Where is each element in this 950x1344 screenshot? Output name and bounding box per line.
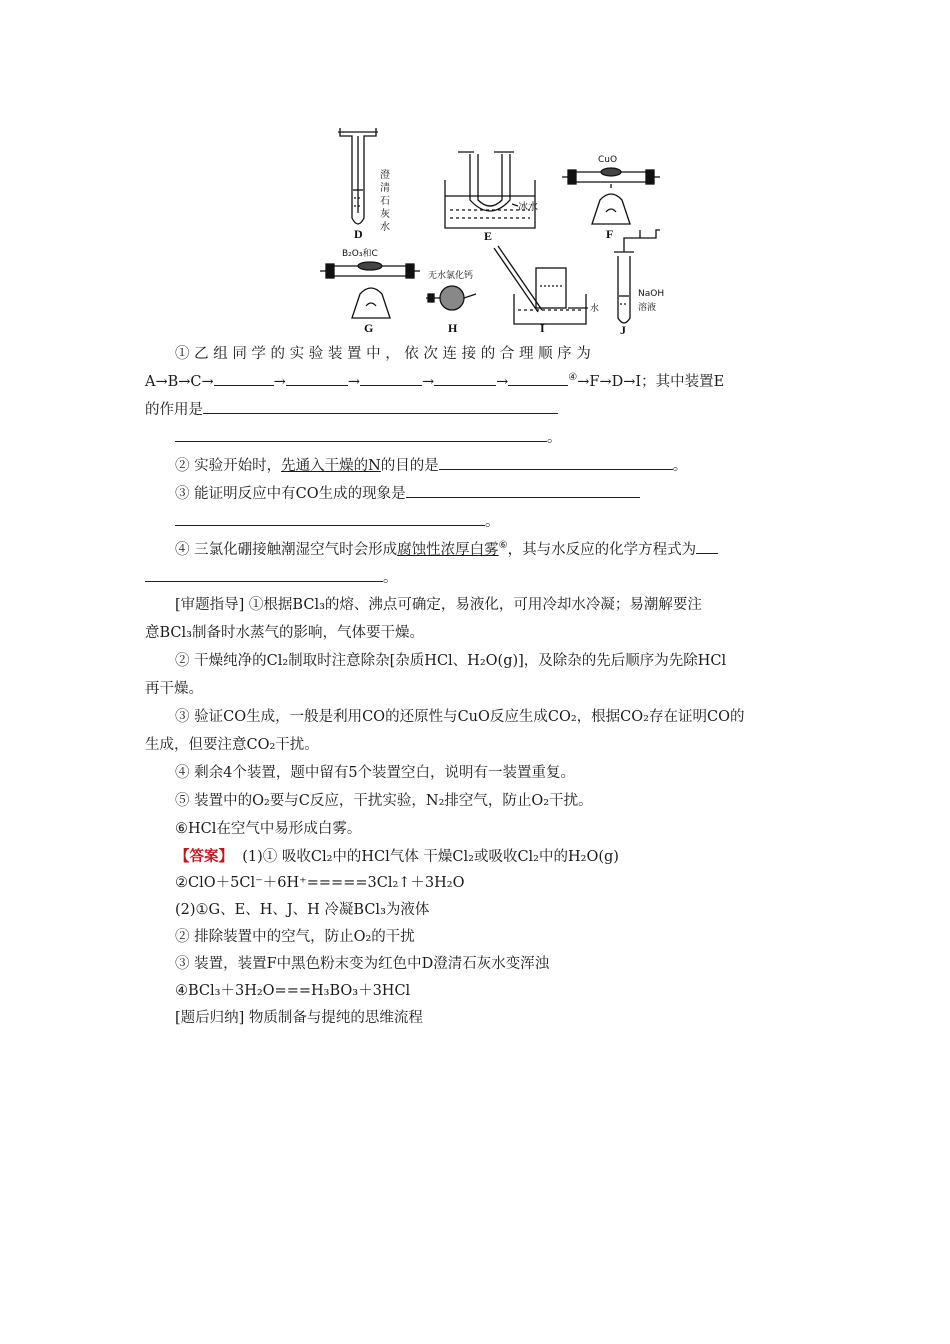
answer-line-4: ② 排除装置中的空气，防止O₂的干扰 bbox=[175, 929, 415, 945]
i-text: 水 bbox=[590, 304, 600, 314]
footnote-mark-4: ④ bbox=[568, 372, 578, 384]
blank-e-purpose-2[interactable] bbox=[175, 426, 547, 442]
answer-line-2: ②ClO＋5Cl⁻＋6H⁺=====3Cl₂↑＋3H₂O bbox=[175, 875, 465, 891]
label-d: D bbox=[354, 227, 363, 241]
guide-line-2: 意BCl₃制备时水蒸气的影响，气体要干燥。 bbox=[145, 625, 424, 641]
q1-sequence-start: A→B→C→ bbox=[145, 374, 214, 390]
q2-pre: ② 实验开始时， bbox=[175, 458, 282, 474]
blank-5[interactable] bbox=[508, 370, 568, 386]
h-text: 无水氯化钙 bbox=[428, 271, 474, 281]
arrow-4: → bbox=[496, 374, 509, 390]
arrow-2: → bbox=[347, 374, 360, 390]
blank-3[interactable] bbox=[360, 370, 422, 386]
apparatus-i bbox=[494, 246, 588, 324]
label-h: H bbox=[448, 321, 458, 335]
blank-q4-1[interactable] bbox=[696, 538, 718, 554]
blank-2[interactable] bbox=[286, 370, 348, 386]
apparatus-e bbox=[445, 152, 535, 228]
q1-line-2 bbox=[145, 370, 724, 393]
blank-1[interactable] bbox=[214, 370, 274, 386]
q1-line-1: ① 乙 组 同 学 的 实 验 装 置 中 ， 依 次 连 接 的 合 理 顺 序 为 bbox=[175, 346, 591, 362]
blank-q3-2[interactable] bbox=[175, 510, 485, 526]
g-top-text: B₂O₃和C bbox=[342, 249, 378, 259]
q3-pre: ③ 能证明反应中有CO生成的现象是 bbox=[175, 486, 406, 502]
q4-line-2: 。 bbox=[145, 566, 398, 589]
apparatus-g bbox=[320, 262, 420, 318]
q4-line-1 bbox=[175, 538, 718, 561]
blank-4[interactable] bbox=[434, 370, 496, 386]
j-text-1: NaOH bbox=[638, 289, 665, 299]
label-j: J bbox=[620, 323, 626, 337]
d-text-4: 灰 bbox=[380, 209, 390, 220]
q2-line: ② 实验开始时，先通入干燥的N的目的是 。 bbox=[175, 454, 687, 477]
answer-line-1 bbox=[175, 846, 619, 868]
guide-line-3: ② 干燥纯净的Cl₂制取时注意除杂[杂质HCl、H₂O(g)]，及除杂的先后顺序为先除HCl bbox=[175, 653, 727, 669]
answer-line-6: ④BCl₃＋3H₂O===H₃BO₃＋3HCl bbox=[175, 983, 411, 999]
blank-q3-1[interactable] bbox=[406, 482, 640, 498]
blank-q2[interactable] bbox=[439, 454, 673, 470]
answer-1: (1)① 吸收Cl₂中的HCl气体 干燥Cl₂或吸收Cl₂中的H₂O(g) bbox=[242, 849, 619, 865]
f-top-text: CuO bbox=[598, 155, 618, 165]
answer-line-3: (2)①G、E、H、J、H 冷凝BCl₃为液体 bbox=[175, 902, 430, 918]
footnote-mark-6: ⑥ bbox=[498, 540, 508, 552]
q1-line-3 bbox=[145, 398, 558, 421]
q4-pre: ④ 三氯化硼接触潮湿空气时会形成 bbox=[175, 542, 398, 558]
blank-q4-2[interactable] bbox=[145, 566, 383, 582]
answer-tag: 【答案】 bbox=[175, 848, 233, 865]
apparatus-d bbox=[338, 128, 378, 224]
q3-line-1 bbox=[175, 482, 640, 505]
arrow-1: → bbox=[273, 374, 286, 390]
q2-post: 的目的是 bbox=[380, 458, 439, 474]
guide-line-4: 再干燥。 bbox=[145, 681, 203, 697]
label-f: F bbox=[606, 227, 614, 241]
guide-line-9: ⑥HCl在空气中易形成白雾。 bbox=[175, 821, 362, 837]
j-text-2: 溶液 bbox=[638, 303, 657, 313]
q1-sequence-end: →F→D→I；其中装置E bbox=[577, 374, 725, 390]
d-text-5: 水 bbox=[380, 222, 390, 233]
blank-e-purpose-1[interactable] bbox=[203, 398, 558, 414]
q3-line-2: 。 bbox=[175, 510, 500, 533]
d-text-1: 澄 bbox=[380, 170, 390, 181]
apparatus-f bbox=[562, 168, 660, 224]
q2-underlined: 先通入干燥的N bbox=[281, 458, 381, 474]
q1-line-4: 。 bbox=[175, 426, 562, 449]
q1-purpose-label: 的作用是 bbox=[145, 402, 203, 418]
answer-line-5: ③ 装置，装置F中黑色粉末变为红色中D澄清石灰水变浑浊 bbox=[175, 956, 550, 972]
guide-line-1: [审题指导] ①根据BCl₃的熔、沸点可确定，易液化，可用冷却水冷凝；易潮解要注 bbox=[175, 597, 702, 613]
label-e: E bbox=[484, 229, 493, 243]
guide-line-8: ⑤ 装置中的O₂要与C反应，干扰实验，N₂排空气，防止O₂干扰。 bbox=[175, 793, 593, 809]
label-i: I bbox=[540, 321, 545, 335]
apparatus-figure bbox=[300, 118, 700, 346]
apparatus-h bbox=[426, 286, 476, 310]
guide-line-7: ④ 剩余4个装置，题中留有5个装置空白，说明有一装置重复。 bbox=[175, 765, 576, 781]
q4-underlined: 腐蚀性浓厚白雾 bbox=[397, 542, 499, 558]
answer-line-7: [题后归纳] 物质制备与提纯的思维流程 bbox=[175, 1010, 423, 1026]
arrow-3: → bbox=[421, 374, 435, 390]
e-text: 冰水 bbox=[518, 202, 538, 213]
guide-line-5: ③ 验证CO生成，一般是利用CO的还原性与CuO反应生成CO₂，根据CO₂存在证明CO的 bbox=[175, 709, 745, 725]
d-text-3: 石 bbox=[380, 196, 390, 207]
q4-post: ，其与水反应的化学方程式为 bbox=[507, 542, 697, 558]
d-text-2: 清 bbox=[380, 183, 390, 194]
guide-line-6: 生成，但要注意CO₂干扰。 bbox=[145, 737, 319, 753]
label-g: G bbox=[364, 321, 374, 335]
